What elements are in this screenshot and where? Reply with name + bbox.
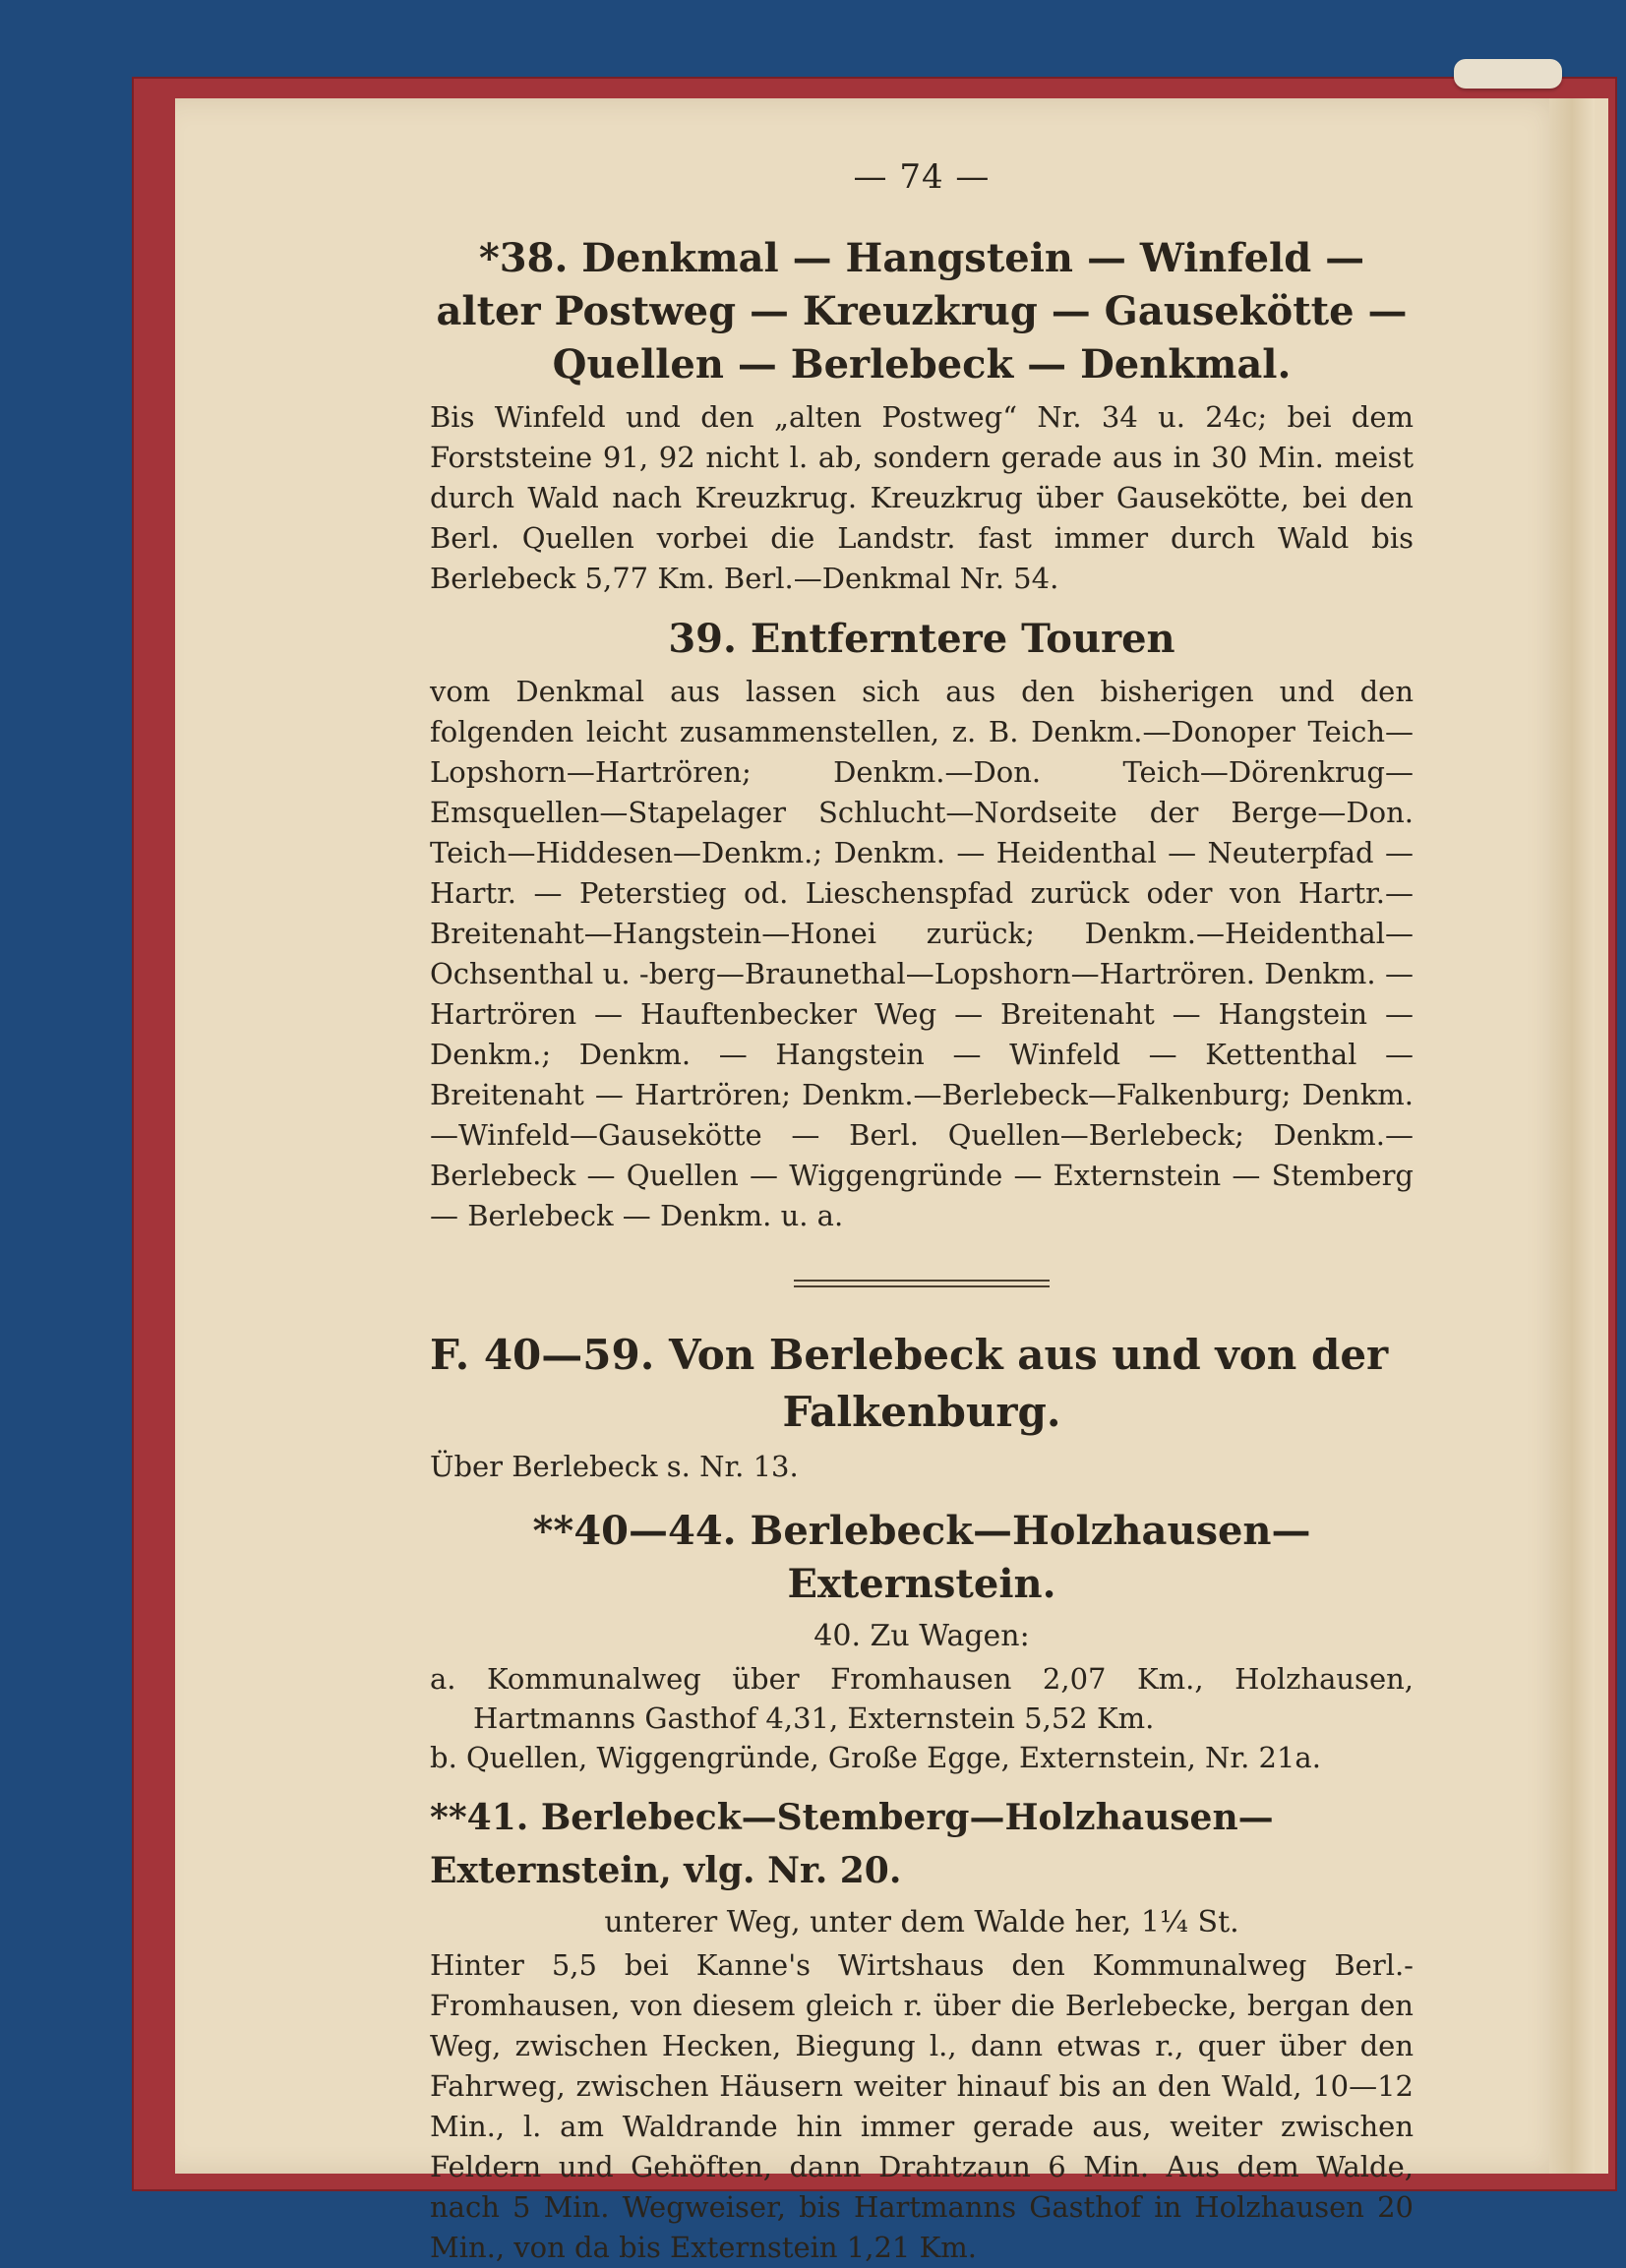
section-f-title [430,1327,1414,1441]
section-40-list [430,1659,1414,1777]
section-f-note: Über Berlebeck s. Nr. 13. [430,1450,799,1483]
page-number: — 74 — [853,157,991,197]
section-39-body: vom Denkmal aus lassen sich aus den bisherigen und den folgenden leicht zusammenstellen, z. B. Denkm.—Donoper Teich—Lopshorn—Hartrören; Denkm.—Don. Teich—Dörenkrug—Emsquellen—Stapelager Schlucht—Nordseite der Berge—Don. Teich—Hiddesen—Denkm.; Denkm. — Heidenthal — Neuterpfad — Hartr. — Peterstieg od. Lieschenspfad zurück oder von Hartr.—Breitenaht—Hangstein—Honei zurück; Denkm.—Heidenthal—Ochsenthal u. -berg—Braunethal—Lopshorn—Hartrören. Denkm. — Hartrören — Hauftenbecker Weg — Breitenaht — Hangstein — Denkm.; Denkm. — Hangstein — Winfeld — Kettenthal — Breitenaht — Hartrören; Denkm.—Berlebeck—Falkenburg; Denkm.—Winfeld—Gausekötte — Berl. Quellen—Berlebeck; Denkm.—Berlebeck — Quellen — Wiggengründe — Externstein — Stemberg — Berlebeck — Denkm. u. a. [430,675,1414,1232]
section-39-title: 39. Entferntere Touren [668,616,1175,662]
section-f-title-line1: F. 40—59. Von Berlebeck aus und von der [430,1331,1389,1379]
section-41-body: Hinter 5,5 bei Kanne's Wirtshaus den Kommunalweg Berl.-Fromhausen, von diesem gleich r. über die Berlebecke, bergan den Weg, zwischen Hecken, Biegung l., dann etwas r., quer über den Fahrweg, zwischen Häusern weiter hinauf bis an den Wald, 10—12 Min., l. am Waldrande hin immer gerade aus, weiter zwischen Feldern und Gehöften, dann Drahtzaun 6 Min. Aus dem Walde, nach 5 Min. Wegweiser, bis Hartmanns Gasthof in Holzhausen 20 Min., von da bis Externstein 1,21 Km. [430,1948,1414,2264]
page-edge [1595,98,1608,2174]
page-gutter [1549,98,1595,2174]
page-text [430,157,1414,2268]
list-item: a. Kommunalweg über Fromhausen 2,07 Km., Holzhausen, Hartmanns Gasthof 4,31, Externstein 5,52 Km. [430,1662,1414,1735]
section-f-title-line2: Falkenburg. [782,1388,1061,1436]
bookmark-thread [1454,59,1562,89]
section-38-title: *38. Denkmal — Hangstein — Winfeld — alter Postweg — Kreuzkrug — Gausekötte — Quellen — Berlebeck — Denkmal. [436,235,1408,388]
section-40-subtitle: 40. Zu Wagen: [813,1619,1030,1653]
section-divider [794,1280,1050,1287]
section-41-title: **41. Berlebeck—Stemberg—Holzhausen—Externstein, vlg. Nr. 20. [430,1797,1274,1891]
section-41-subtitle: unterer Weg, unter dem Walde her, 1¼ St. [604,1905,1239,1940]
list-item: b. Quellen, Wiggengründe, Große Egge, Externstein, Nr. 21a. [430,1741,1321,1774]
section-38-body: Bis Winfeld und den „alten Postweg“ Nr. 34 u. 24c; bei dem Forststeine 91, 92 nicht l. ab, sondern gerade aus in 30 Min. meist durch Wald nach Kreuzkrug. Kreuzkrug über Gausekötte, bei den Berl. Quellen vorbei die Landstr. fast immer durch Wald bis Berlebeck 5,77 Km. Berl.—Denkmal Nr. 54. [430,400,1414,595]
section-40-title: **40—44. Berlebeck—Holzhausen—Externstein. [532,1508,1311,1607]
